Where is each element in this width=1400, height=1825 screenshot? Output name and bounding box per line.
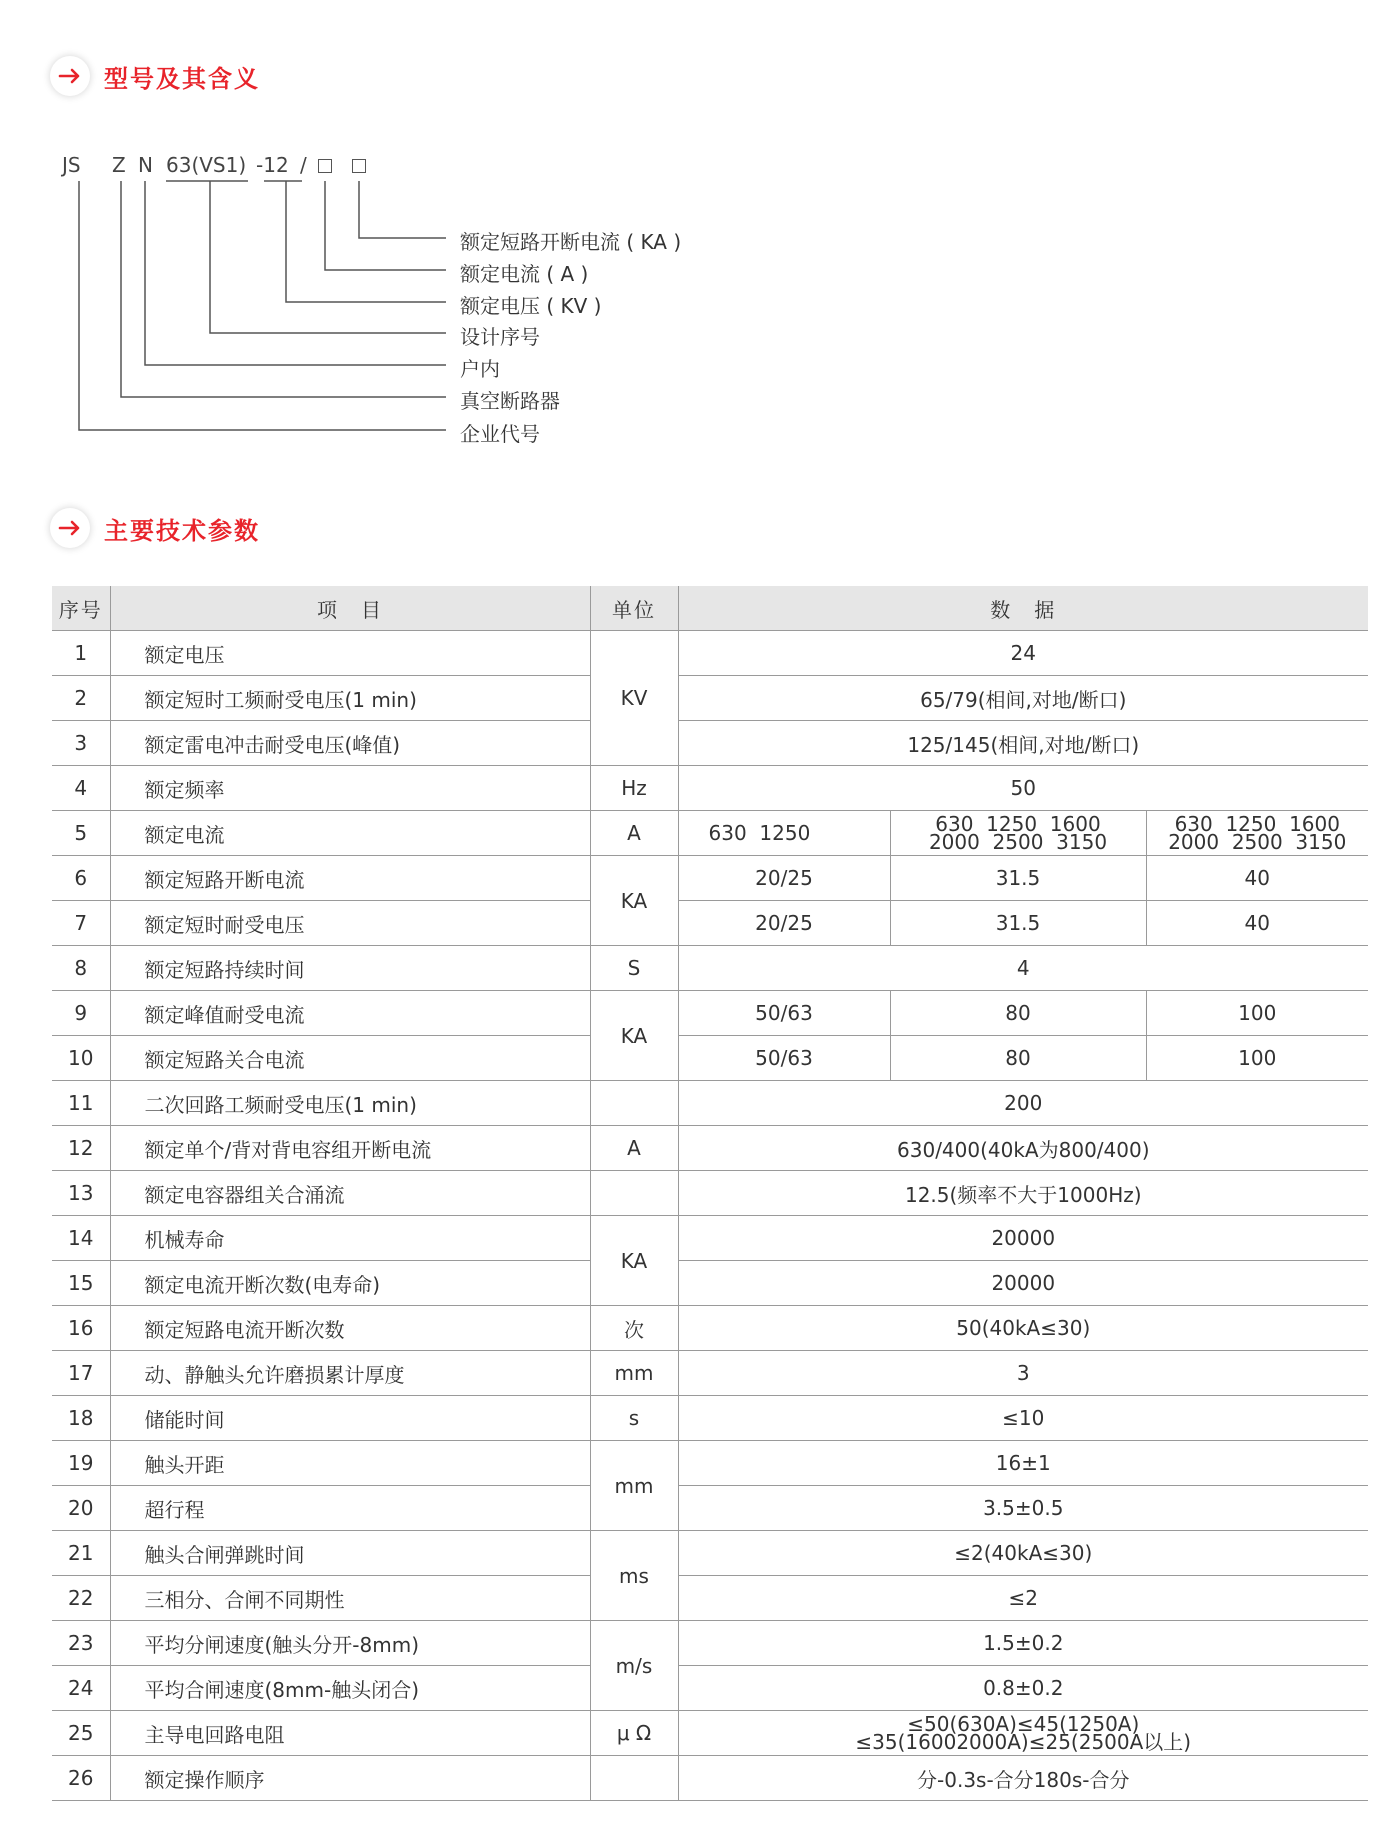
cell-unit bbox=[590, 1081, 678, 1126]
cell-data-col2: 80 bbox=[890, 1036, 1146, 1081]
cell-data: 630/400(40kA为800/400) bbox=[678, 1126, 1368, 1171]
cell-line: 2000 2500 3150 bbox=[1168, 830, 1347, 854]
cell-unit: A bbox=[590, 1126, 678, 1171]
cell-item: 动、静触头允许磨损累计厚度 bbox=[110, 1351, 590, 1396]
section-heading-params bbox=[50, 508, 260, 548]
arrow-right-icon bbox=[50, 508, 90, 548]
cell-data-col2: 31.5 bbox=[890, 856, 1146, 901]
cell-unit: s bbox=[590, 1396, 678, 1441]
cell-no: 18 bbox=[52, 1396, 110, 1441]
cell-data: 200 bbox=[678, 1081, 1368, 1126]
cell-data: 3.5±0.5 bbox=[678, 1486, 1368, 1531]
table-row bbox=[52, 1171, 1368, 1216]
cell-item: 额定峰值耐受电流 bbox=[110, 991, 590, 1036]
cell-unit: S bbox=[590, 946, 678, 991]
cell-data-col1: 50/63 bbox=[678, 991, 890, 1036]
cell-unit: Hz bbox=[590, 766, 678, 811]
cell-line: 2000 2500 3150 bbox=[928, 830, 1108, 854]
cell-no: 15 bbox=[52, 1261, 110, 1306]
cell-data: ≤2 bbox=[678, 1576, 1368, 1621]
cell-data: 20000 bbox=[678, 1261, 1368, 1306]
cell-data-col3: 40 bbox=[1146, 901, 1368, 946]
cell-data: 125/145(相间,对地/断口) bbox=[678, 721, 1368, 766]
code-slash: / bbox=[300, 153, 307, 177]
cell-no: 11 bbox=[52, 1081, 110, 1126]
cell-text: 630 1250 bbox=[708, 821, 811, 845]
table-row bbox=[52, 766, 1368, 811]
cell-line: ≤50(630A)≤45(1250A) bbox=[907, 1712, 1140, 1736]
cell-item: 机械寿命 bbox=[110, 1216, 590, 1261]
cell-data: 20000 bbox=[678, 1216, 1368, 1261]
cell-item: 额定电压 bbox=[110, 631, 590, 676]
table-row bbox=[52, 1531, 1368, 1576]
cell-item: 额定频率 bbox=[110, 766, 590, 811]
cell-unit: KA bbox=[590, 856, 678, 946]
code-design: 63(VS1) bbox=[166, 153, 247, 177]
header-unit: 单位 bbox=[590, 586, 678, 631]
section-title-params: 主要技术参数 bbox=[104, 516, 260, 545]
meaning-enterprise-code: 企业代号 bbox=[460, 422, 540, 446]
cell-unit: KA bbox=[590, 1216, 678, 1306]
table-row bbox=[52, 946, 1368, 991]
table-row bbox=[52, 811, 1368, 856]
cell-unit: μ Ω bbox=[590, 1711, 678, 1756]
cell-data-col1: 20/25 bbox=[678, 856, 890, 901]
cell-data: 12.5(频率不大于1000Hz) bbox=[678, 1171, 1368, 1216]
table-row bbox=[52, 901, 1368, 946]
meaning-breaking-current: 额定短路开断电流 ( KA ) bbox=[460, 230, 682, 254]
cell-no: 17 bbox=[52, 1351, 110, 1396]
table-row bbox=[52, 676, 1368, 721]
cell-no: 1 bbox=[52, 631, 110, 676]
cell-no: 5 bbox=[52, 811, 110, 856]
table-header-row bbox=[52, 586, 1368, 631]
cell-no: 14 bbox=[52, 1216, 110, 1261]
table-row bbox=[52, 1351, 1368, 1396]
table-row bbox=[52, 1441, 1368, 1486]
cell-item: 触头开距 bbox=[110, 1441, 590, 1486]
code-js: JS bbox=[62, 153, 81, 177]
table-row bbox=[52, 1486, 1368, 1531]
cell-no: 22 bbox=[52, 1576, 110, 1621]
cell-data-col3: 40 bbox=[1146, 856, 1368, 901]
cell-data: ≤10 bbox=[678, 1396, 1368, 1441]
cell-data: 50 bbox=[678, 766, 1368, 811]
cell-item: 额定短路电流开断次数 bbox=[110, 1306, 590, 1351]
cell-item: 额定短路关合电流 bbox=[110, 1036, 590, 1081]
cell-unit: mm bbox=[590, 1441, 678, 1531]
code-z: Z bbox=[112, 153, 126, 177]
cell-item: 二次回路工频耐受电压(1 min) bbox=[110, 1081, 590, 1126]
cell-item: 额定电流 bbox=[110, 811, 590, 856]
cell-no: 9 bbox=[52, 991, 110, 1036]
cell-no: 24 bbox=[52, 1666, 110, 1711]
cell-item: 主导电回路电阻 bbox=[110, 1711, 590, 1756]
cell-unit: ms bbox=[590, 1531, 678, 1621]
cell-data-col3 bbox=[1146, 811, 1368, 856]
table-row bbox=[52, 991, 1368, 1036]
table-row bbox=[52, 1621, 1368, 1666]
cell-item: 额定短路开断电流 bbox=[110, 856, 590, 901]
cell-item: 储能时间 bbox=[110, 1396, 590, 1441]
cell-data-col3: 100 bbox=[1146, 1036, 1368, 1081]
model-code-diagram bbox=[0, 0, 800, 460]
meaning-design-serial: 设计序号 bbox=[460, 325, 540, 349]
cell-no: 25 bbox=[52, 1711, 110, 1756]
cell-data: 0.8±0.2 bbox=[678, 1666, 1368, 1711]
cell-line: 630 1250 1600 bbox=[1174, 812, 1340, 836]
cell-no: 26 bbox=[52, 1756, 110, 1801]
meaning-indoor: 户内 bbox=[460, 357, 500, 381]
cell-no: 6 bbox=[52, 856, 110, 901]
cell-unit: KA bbox=[590, 991, 678, 1081]
cell-no: 3 bbox=[52, 721, 110, 766]
cell-no: 23 bbox=[52, 1621, 110, 1666]
cell-item: 额定短时耐受电压 bbox=[110, 901, 590, 946]
cell-data: 24 bbox=[678, 631, 1368, 676]
cell-data: 16±1 bbox=[678, 1441, 1368, 1486]
meaning-rated-voltage: 额定电压 ( KV ) bbox=[460, 294, 602, 318]
cell-no: 8 bbox=[52, 946, 110, 991]
table-row bbox=[52, 1306, 1368, 1351]
table-row bbox=[52, 1576, 1368, 1621]
cell-item: 额定电容器组关合涌流 bbox=[110, 1171, 590, 1216]
code-n: N bbox=[138, 153, 153, 177]
cell-data: 1.5±0.2 bbox=[678, 1621, 1368, 1666]
table-row bbox=[52, 1756, 1368, 1801]
cell-data-col3: 100 bbox=[1146, 991, 1368, 1036]
cell-data-col2: 31.5 bbox=[890, 901, 1146, 946]
header-no: 序号 bbox=[52, 586, 110, 631]
cell-no: 20 bbox=[52, 1486, 110, 1531]
cell-unit: mm bbox=[590, 1351, 678, 1396]
cell-data-col1: 20/25 bbox=[678, 901, 890, 946]
table-row bbox=[52, 1036, 1368, 1081]
cell-item: 平均分闸速度(触头分开-8mm) bbox=[110, 1621, 590, 1666]
cell-no: 10 bbox=[52, 1036, 110, 1081]
table-row bbox=[52, 856, 1368, 901]
cell-unit: KV bbox=[590, 631, 678, 766]
cell-no: 2 bbox=[52, 676, 110, 721]
cell-data: 分-0.3s-合分180s-合分 bbox=[678, 1756, 1368, 1801]
meaning-rated-current: 额定电流 ( A ) bbox=[460, 262, 589, 286]
cell-unit: 次 bbox=[590, 1306, 678, 1351]
table-row bbox=[52, 1396, 1368, 1441]
cell-item: 额定电流开断次数(电寿命) bbox=[110, 1261, 590, 1306]
cell-data: 50(40kA≤30) bbox=[678, 1306, 1368, 1351]
cell-item: 超行程 bbox=[110, 1486, 590, 1531]
cell-no: 19 bbox=[52, 1441, 110, 1486]
meaning-vacuum-breaker: 真空断路器 bbox=[460, 389, 560, 413]
cell-unit bbox=[590, 1171, 678, 1216]
cell-item: 额定操作顺序 bbox=[110, 1756, 590, 1801]
cell-no: 21 bbox=[52, 1531, 110, 1576]
cell-data: 4 bbox=[678, 946, 1368, 991]
cell-item: 额定单个/背对背电容组开断电流 bbox=[110, 1126, 590, 1171]
cell-no: 12 bbox=[52, 1126, 110, 1171]
cell-data: 3 bbox=[678, 1351, 1368, 1396]
cell-data-col2: 80 bbox=[890, 991, 1146, 1036]
cell-data-col1 bbox=[678, 811, 890, 856]
cell-no: 16 bbox=[52, 1306, 110, 1351]
cell-data-col1: 50/63 bbox=[678, 1036, 890, 1081]
table-row bbox=[52, 1081, 1368, 1126]
cell-unit bbox=[590, 1756, 678, 1801]
header-item: 项 目 bbox=[110, 586, 590, 631]
table-row bbox=[52, 631, 1368, 676]
cell-item: 三相分、合闸不同期性 bbox=[110, 1576, 590, 1621]
cell-line: ≤35(16002000A)≤25(2500A以上) bbox=[855, 1730, 1192, 1754]
table-row bbox=[52, 1711, 1368, 1756]
table-row bbox=[52, 1126, 1368, 1171]
cell-unit: m/s bbox=[590, 1621, 678, 1711]
cell-data bbox=[678, 1711, 1368, 1756]
cell-line: 630 1250 1600 bbox=[935, 812, 1101, 836]
cell-no: 4 bbox=[52, 766, 110, 811]
table-row bbox=[52, 1261, 1368, 1306]
header-data: 数 据 bbox=[678, 586, 1368, 631]
cell-unit: A bbox=[590, 811, 678, 856]
cell-data-col2 bbox=[890, 811, 1146, 856]
section-title-model: 型号及其含义 bbox=[104, 64, 260, 93]
table-row bbox=[52, 1666, 1368, 1711]
cell-item: 触头合闸弹跳时间 bbox=[110, 1531, 590, 1576]
code-voltage: -12 bbox=[256, 153, 289, 177]
cell-no: 13 bbox=[52, 1171, 110, 1216]
cell-data: 65/79(相间,对地/断口) bbox=[678, 676, 1368, 721]
cell-item: 额定短路持续时间 bbox=[110, 946, 590, 991]
technical-parameters-table bbox=[52, 586, 1368, 1801]
table-row bbox=[52, 721, 1368, 766]
cell-no: 7 bbox=[52, 901, 110, 946]
cell-item: 平均合闸速度(8mm-触头闭合) bbox=[110, 1666, 590, 1711]
cell-data: ≤2(40kA≤30) bbox=[678, 1531, 1368, 1576]
cell-item: 额定雷电冲击耐受电压(峰值) bbox=[110, 721, 590, 766]
cell-item: 额定短时工频耐受电压(1 min) bbox=[110, 676, 590, 721]
table-row bbox=[52, 1216, 1368, 1261]
